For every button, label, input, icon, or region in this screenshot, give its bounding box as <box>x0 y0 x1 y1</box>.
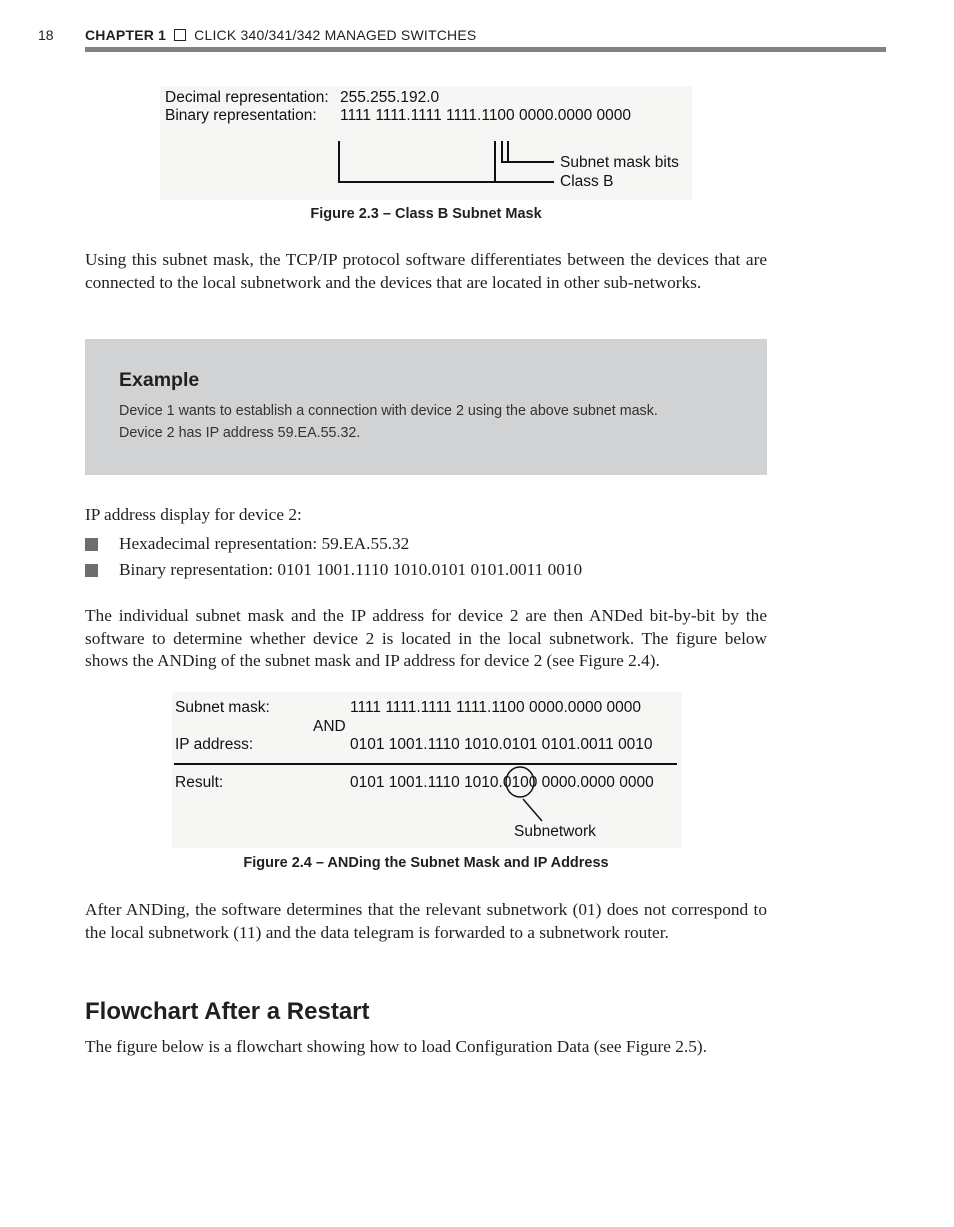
anding-diagram-lines <box>172 692 682 848</box>
decimal-representation-label: Decimal representation: <box>165 89 329 106</box>
section-heading: Flowchart After a Restart <box>85 998 370 1025</box>
binary-representation-label: Binary representation: <box>165 107 317 124</box>
and-label: AND <box>313 718 346 735</box>
chapter-label: CHAPTER 1 <box>85 27 167 43</box>
subnet-mask-paragraph: Using this subnet mask, the TCP/IP protocol software differentiates between the devices that are connected to the local subnetwork and the devices that are located in other sub-networks. <box>85 250 767 292</box>
ip-address-value: 0101 1001.1110 1010.0101 0101.0011 0010 <box>350 736 653 753</box>
separator-box-icon <box>174 29 186 41</box>
bullet-square-icon <box>85 564 98 577</box>
figure-2-3-caption: Figure 2.3 – Class B Subnet Mask <box>310 206 542 222</box>
result-label: Result: <box>175 774 224 791</box>
binary-representation-value: 1111 1111.1111 1111.1100 0000.0000 0000 <box>340 107 632 124</box>
example-line-1: Device 1 wants to establish a connection with device 2 using the above subnet mask. <box>119 403 658 419</box>
page-number: 18 <box>38 27 54 43</box>
example-title: Example <box>119 369 200 391</box>
chapter-heading <box>85 27 476 43</box>
anding-paragraph: The individual subnet mask and the IP address for device 2 are then ANDed bit-by-bit by the software to determine whether device 2 is located in the local subnetwork. The figure below shows the ANDing of the subnet mask and IP address for device 2 (see Figure 2.4). <box>85 606 767 670</box>
after-anding-paragraph: After ANDing, the software determines that the relevant subnetwork (01) does not correspond to the local subnetwork (11) and the data telegram is forwarded to a subnetwork router. <box>85 900 767 942</box>
chapter-title: CLICK 340/341/342 MANAGED SWITCHES <box>194 27 477 43</box>
bullet-square-icon <box>85 538 98 551</box>
result-value: 0101 1001.1110 1010.0100 0000.0000 0000 <box>350 774 654 791</box>
figure-class-b-subnet-mask <box>160 86 692 200</box>
flowchart-intro-paragraph: The figure below is a flowchart showing how to load Configuration Data (see Figure 2.5). <box>85 1037 707 1056</box>
subnet-mask-bits-label: Subnet mask bits <box>560 154 679 171</box>
bullet-text: Hexadecimal representation: 59.EA.55.32 <box>119 534 410 553</box>
subnet-mask-value: 1111 1111.1111 1111.1100 0000.0000 0000 <box>350 699 642 716</box>
example-body <box>119 401 749 444</box>
example-line-2: Device 2 has IP address 59.EA.55.32. <box>119 424 361 441</box>
class-b-label: Class B <box>560 173 614 190</box>
ip-display-intro: IP address display for device 2: <box>85 505 302 524</box>
figure-anding-subnet-mask <box>172 692 682 848</box>
example-box <box>85 339 767 475</box>
decimal-representation-value: 255.255.192.0 <box>340 89 440 106</box>
running-header <box>38 26 886 56</box>
subnetwork-label: Subnetwork <box>514 823 596 840</box>
subnet-mask-label: Subnet mask: <box>175 699 270 716</box>
header-rule <box>85 47 886 52</box>
ip-address-label: IP address: <box>175 736 254 753</box>
bullet-text: Binary representation: 0101 1001.1110 1010.0101 0101.0011 0010 <box>119 560 583 579</box>
figure-2-4-caption: Figure 2.4 – ANDing the Subnet Mask and IP Address <box>243 855 609 871</box>
